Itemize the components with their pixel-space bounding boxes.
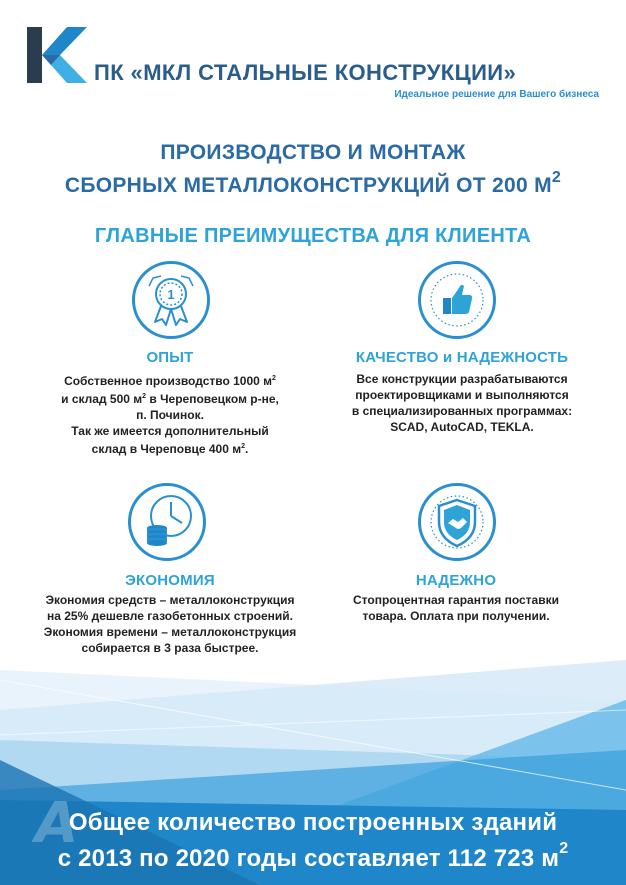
footer-line-2-text: с 2013 по 2020 годы составляет 112 723 м [57, 845, 560, 872]
text-line [20, 371, 320, 389]
company-name: ПК «МКЛ СТАЛЬНЫЕ КОНСТРУКЦИИ» [94, 60, 517, 85]
benefit-text [306, 592, 606, 624]
headline-line-2 [0, 167, 626, 199]
headline-line-1: ПРОИЗВОДСТВО И МОНТАЖ [160, 141, 466, 164]
tagline: Идеальное решение для Вашего бизнеса [394, 89, 599, 100]
headline-line-2-text: СБОРНЫХ МЕТАЛЛОКОНСТРУКЦИЙ ОТ 200 М [64, 174, 552, 197]
sup: 2 [142, 393, 147, 400]
text-line: в специализированных программах: [351, 404, 573, 418]
sup: 2 [241, 443, 246, 450]
text-line: SCAD, AutoCAD, TEKLA. [390, 420, 534, 434]
benefit-text [312, 371, 612, 435]
sup: 2 [272, 375, 276, 382]
text-line: Все конструкции разрабатываются [356, 372, 568, 386]
text-fragment: склад в Череповце 400 м [91, 442, 242, 456]
benefit-title: ЭКОНОМИЯ [125, 572, 215, 589]
text-fragment: и склад 500 м [61, 392, 143, 406]
text-line: Экономия времени – металлоконструкция [43, 625, 297, 639]
text-line: п. Починок. [136, 408, 204, 422]
text-line: проектировщиками и выполняются [355, 388, 569, 402]
text-fragment: Собственное производство 1000 м [64, 374, 273, 388]
medal-number: 1 [167, 287, 175, 302]
headline-sup: 2 [551, 169, 562, 186]
shield-handshake-icon [418, 483, 496, 561]
company-logo-icon [27, 27, 87, 83]
medal-icon [132, 261, 210, 339]
text-line: товара. Оплата при получении. [362, 609, 550, 623]
text-line: Так же имеется дополнительный [71, 424, 269, 438]
thumbs-up-icon [418, 261, 496, 339]
benefit-title: ОПЫТ [146, 349, 194, 366]
section-title: ГЛАВНЫЕ ПРЕИМУЩЕСТВА ДЛЯ КЛИЕНТА [94, 225, 532, 247]
benefit-title: КАЧЕСТВО и НАДЕЖНОСТЬ [355, 349, 569, 366]
text-line [20, 439, 320, 457]
footer-line-2 [0, 838, 626, 874]
text-line: Экономия средств – металлоконструкция [45, 593, 295, 607]
footer-line-1: Общее количество построенных зданий [68, 809, 558, 836]
watermark: ꓮ [35, 791, 79, 854]
text-line: на 25% дешевле газобетонных строений. [46, 609, 294, 623]
benefit-text [20, 371, 320, 457]
text-line: Стопроцентная гарантия поставки [353, 593, 559, 607]
footer-sup: 2 [559, 840, 569, 857]
coins-clock-icon [128, 483, 206, 561]
text-fragment: в Череповецком р-не, [146, 392, 279, 406]
benefit-title: НАДЕЖНО [415, 572, 497, 589]
text-line [20, 389, 320, 407]
text-fragment: . [245, 442, 249, 456]
text-line: собирается в 3 раза быстрее. [81, 641, 259, 655]
